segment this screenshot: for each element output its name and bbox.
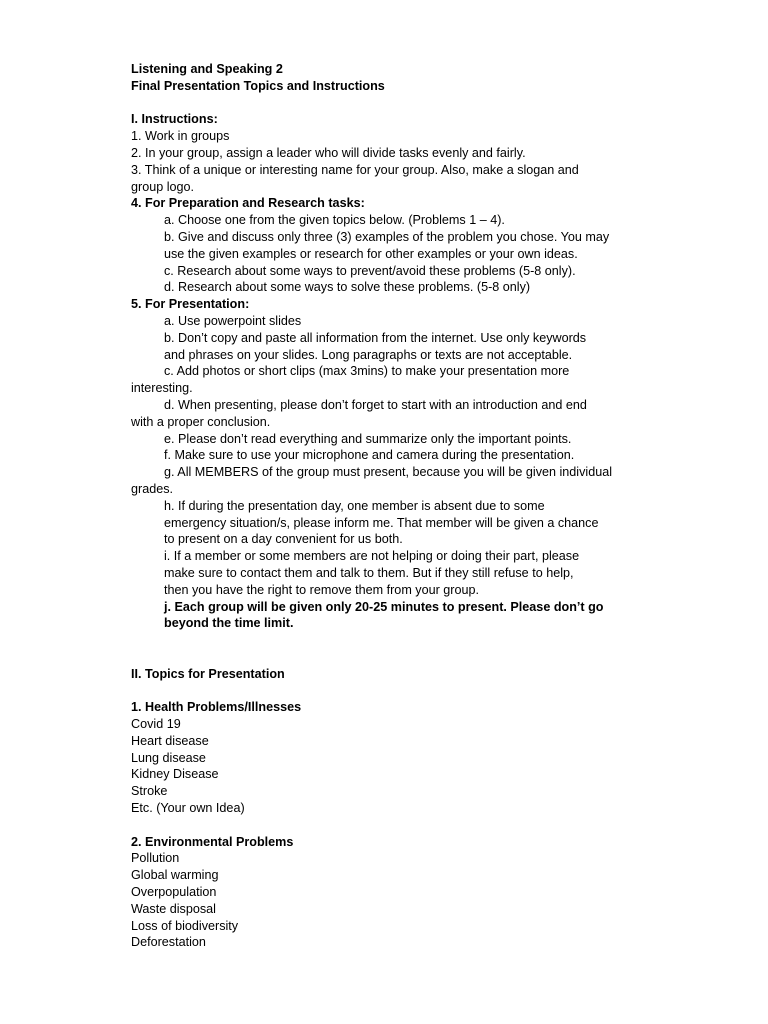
- instruction-2: 2. In your group, assign a leader who will divide tasks evenly and fairly.: [131, 145, 526, 160]
- instruction-3-line-2: group logo.: [131, 179, 195, 194]
- instruction-4-heading: 4. For Preparation and Research tasks:: [131, 196, 365, 211]
- document-title: Final Presentation Topics and Instructions: [131, 78, 385, 93]
- health-topic-heading: 1. Health Problems/Illnesses: [131, 700, 302, 715]
- instruction-5g-line-2: grades.: [131, 481, 174, 496]
- document-body: [131, 61, 661, 951]
- list-item: Etc. (Your own Idea): [131, 801, 245, 816]
- instruction-5g-line-1: g. All MEMBERS of the group must present, because you will be given individual: [164, 465, 613, 480]
- instruction-3-line-1: 3. Think of a unique or interesting name for your group. Also, make a slogan and: [131, 162, 579, 177]
- list-item: Deforestation: [131, 935, 206, 950]
- spacer: [131, 95, 661, 112]
- list-item: Stroke: [131, 784, 168, 799]
- instruction-5c-line-2: interesting.: [131, 381, 193, 396]
- instruction-5h-line-1: h. If during the presentation day, one member is absent due to some: [164, 498, 545, 513]
- instruction-5d-line-2: with a proper conclusion.: [131, 414, 271, 429]
- instruction-4b-line-1: b. Give and discuss only three (3) examples of the problem you chose. You may: [164, 229, 610, 244]
- list-item: Covid 19: [131, 717, 181, 732]
- list-item: Lung disease: [131, 750, 206, 765]
- instruction-5h-line-2: emergency situation/s, please inform me. That member will be given a chance: [164, 515, 599, 530]
- course-title: Listening and Speaking 2: [131, 62, 283, 76]
- topics-heading: II. Topics for Presentation: [131, 666, 285, 681]
- list-item: Pollution: [131, 851, 180, 866]
- list-item: Overpopulation: [131, 885, 217, 900]
- environment-topic-heading: 2. Environmental Problems: [131, 834, 294, 849]
- list-item: Loss of biodiversity: [131, 918, 239, 933]
- instruction-1: 1. Work in groups: [131, 129, 230, 144]
- instruction-5h-line-3: to present on a day convenient for us both.: [164, 532, 403, 547]
- instruction-5b-line-1: b. Don’t copy and paste all information from the internet. Use only keywords: [164, 330, 587, 345]
- instruction-5i-line-3: then you have the right to remove them from your group.: [164, 582, 480, 597]
- list-item: Heart disease: [131, 733, 209, 748]
- instruction-5j-line-1: j. Each group will be given only 20-25 minutes to present. Please don’t go: [164, 599, 604, 614]
- instruction-4b-line-2: use the given examples or research for other examples or your own ideas.: [164, 246, 578, 261]
- instruction-4d: d. Research about some ways to solve these problems. (5-8 only): [164, 280, 531, 295]
- instruction-4c: c. Research about some ways to prevent/avoid these problems (5-8 only).: [164, 263, 576, 278]
- instructions-heading: I. Instructions:: [131, 112, 218, 127]
- instruction-5d-line-1: d. When presenting, please don’t forget to start with an introduction and end: [164, 397, 587, 412]
- instruction-5f: f. Make sure to use your microphone and camera during the presentation.: [164, 448, 575, 463]
- list-item: Global warming: [131, 868, 219, 883]
- instruction-5b-line-2: and phrases on your slides. Long paragraphs or texts are not acceptable.: [164, 347, 573, 362]
- list-item: Kidney Disease: [131, 767, 219, 782]
- list-item: Waste disposal: [131, 901, 216, 916]
- instruction-5i-line-1: i. If a member or some members are not helping or doing their part, please: [164, 549, 580, 564]
- spacer: [131, 682, 661, 699]
- instruction-4a: a. Choose one from the given topics below. (Problems 1 – 4).: [164, 213, 505, 228]
- instruction-5-heading: 5. For Presentation:: [131, 297, 250, 312]
- instruction-5i-line-2: make sure to contact them and talk to them. But if they still refuse to help,: [164, 565, 574, 580]
- instruction-5j-line-2: beyond the time limit.: [164, 616, 294, 631]
- instruction-5a: a. Use powerpoint slides: [164, 313, 302, 328]
- spacer: [131, 817, 661, 834]
- instruction-5c-line-1: c. Add photos or short clips (max 3mins) to make your presentation more: [164, 364, 570, 379]
- spacer: [131, 632, 661, 666]
- instruction-5e: e. Please don’t read everything and summarize only the important points.: [164, 431, 572, 446]
